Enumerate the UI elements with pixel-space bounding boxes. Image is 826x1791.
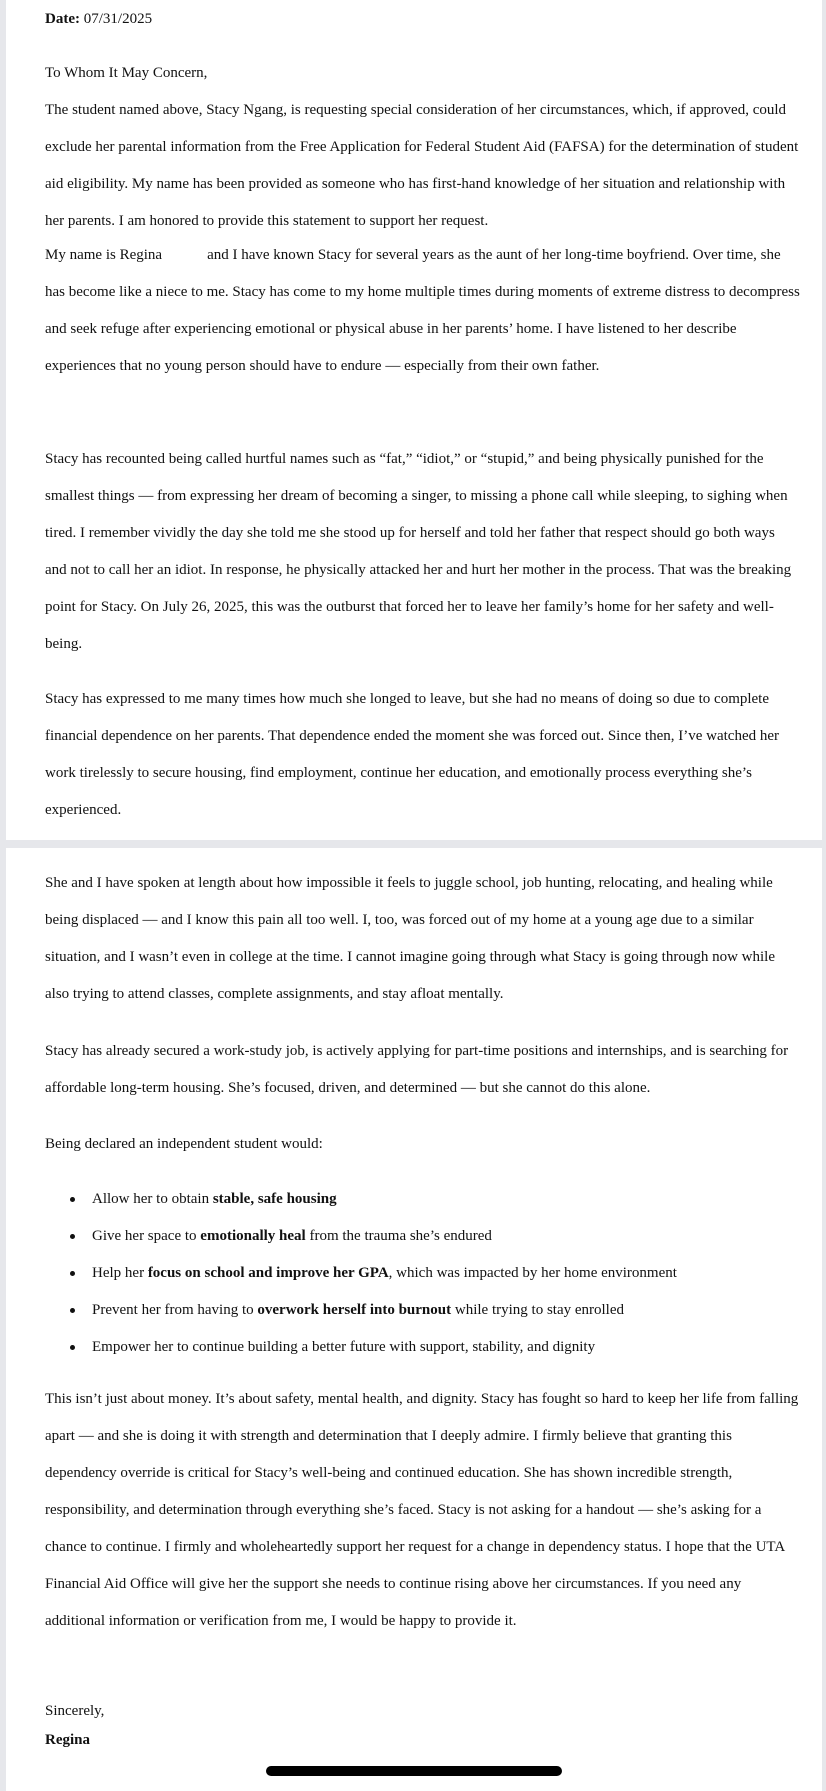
- paragraph-intro: The student named above, Stacy Ngang, is requesting special consideration of her circumstances, which, if approved, could exclude her parental information from the Free Application for Federal Student Aid (FAFSA) for the determination of student aid eligibility. My name has been provided as someone who has first-hand knowledge of her situation and relationship with her parents. I am honored to provide this statement to support her request.: [45, 102, 799, 229]
- closing: Sincerely,: [45, 1703, 105, 1719]
- paragraph-independent-intro: Being declared an independent student would:: [45, 1136, 323, 1152]
- list-item: Prevent her from having to overwork herself into burnout while trying to stay enrolled: [45, 1292, 800, 1329]
- paragraph-conclusion: This isn’t just about money. It’s about safety, mental health, and dignity. Stacy has fought so hard to keep her life from falling apart — and she is doing it with strength and determination that I deeply admire. I firmly believe that granting this dependency override is critical for Stacy’s well-being and continued education. She has shown incredible strength, responsibility, and determination through everything she’s faced. Stacy is not asking for a handout — she’s asking for a chance to continue. I firmly and wholeheartedly support her request for a change in dependency status. I hope that the UTA Financial Aid Office will give her the support she needs to continue rising above her circumstances. If you need any additional information or verification from me, I would be happy to provide it.: [45, 1391, 799, 1629]
- date-label: Date:: [45, 11, 80, 27]
- letter-page-2: [6, 848, 822, 1791]
- paragraph-financial-dependence: Stacy has expressed to me many times how much she longed to leave, but she had no means of doing so due to complete financial dependence on her parents. That dependence ended the moment she was forced out. Since then, I’ve watched her work tirelessly to secure housing, find employment, continue her education, and emotionally process everything she’s experienced.: [45, 691, 780, 818]
- date-value: 07/31/2025: [83, 11, 153, 27]
- list-item: Empower her to continue building a better future with support, stability, and dignity: [45, 1329, 800, 1366]
- list-item: Give her space to emotionally heal from the trauma she’s endured: [45, 1218, 800, 1255]
- list-item: Help her focus on school and improve her GPA, which was impacted by her home environment: [45, 1255, 800, 1292]
- letter-page-1: [6, 0, 822, 840]
- signature-name: Regina: [45, 1732, 90, 1748]
- list-item: Allow her to obtain stable, safe housing: [45, 1181, 800, 1218]
- paragraph-efforts: Stacy has already secured a work-study job, is actively applying for part-time positions and internships, and is searching for affordable long-term housing. She’s focused, driven, and determined — but she cannot do this alone.: [45, 1043, 789, 1096]
- paragraph-abuse-account: Stacy has recounted being called hurtful names such as “fat,” “idiot,” or “stupid,” and being physically punished for the smallest things — from expressing her dream of becoming a singer, to missing a phone call while sleeping, to sighing when tired. I remember vividly the day she told me she stood up for herself and told her father that respect should go both ways and not to call her an idiot. In response, he physically attacked her and hurt her mother in the process. That was the breaking point for Stacy. On July 26, 2025, this was the outburst that forced her to leave her family’s home for her safety and well-being.: [45, 451, 792, 652]
- date-line: [45, 2, 800, 36]
- benefits-list: [45, 1181, 800, 1366]
- paragraph-relationship: My name is Regina and I have known Stacy for several years as the aunt of her long-time boyfriend. Over time, she has become like a niece to me. Stacy has come to my home multiple times during moments of extreme distress to decompress and seek refuge after experiencing emotional or physical abuse in her parents’ home. I have listened to her describe experiences that no young person should have to endure — especially from their own father.: [45, 247, 800, 374]
- salutation: To Whom It May Concern,: [45, 65, 208, 81]
- paragraph-displacement: She and I have spoken at length about how impossible it feels to juggle school, job hunting, relocating, and healing while being displaced — and I know this pain all too well. I, too, was forced out of my home at a young age due to a similar situation, and I wasn’t even in college at the time. I cannot imagine going through what Stacy is going through now while also trying to attend classes, complete assignments, and stay afloat mentally.: [45, 875, 775, 1002]
- home-indicator[interactable]: [266, 1766, 562, 1776]
